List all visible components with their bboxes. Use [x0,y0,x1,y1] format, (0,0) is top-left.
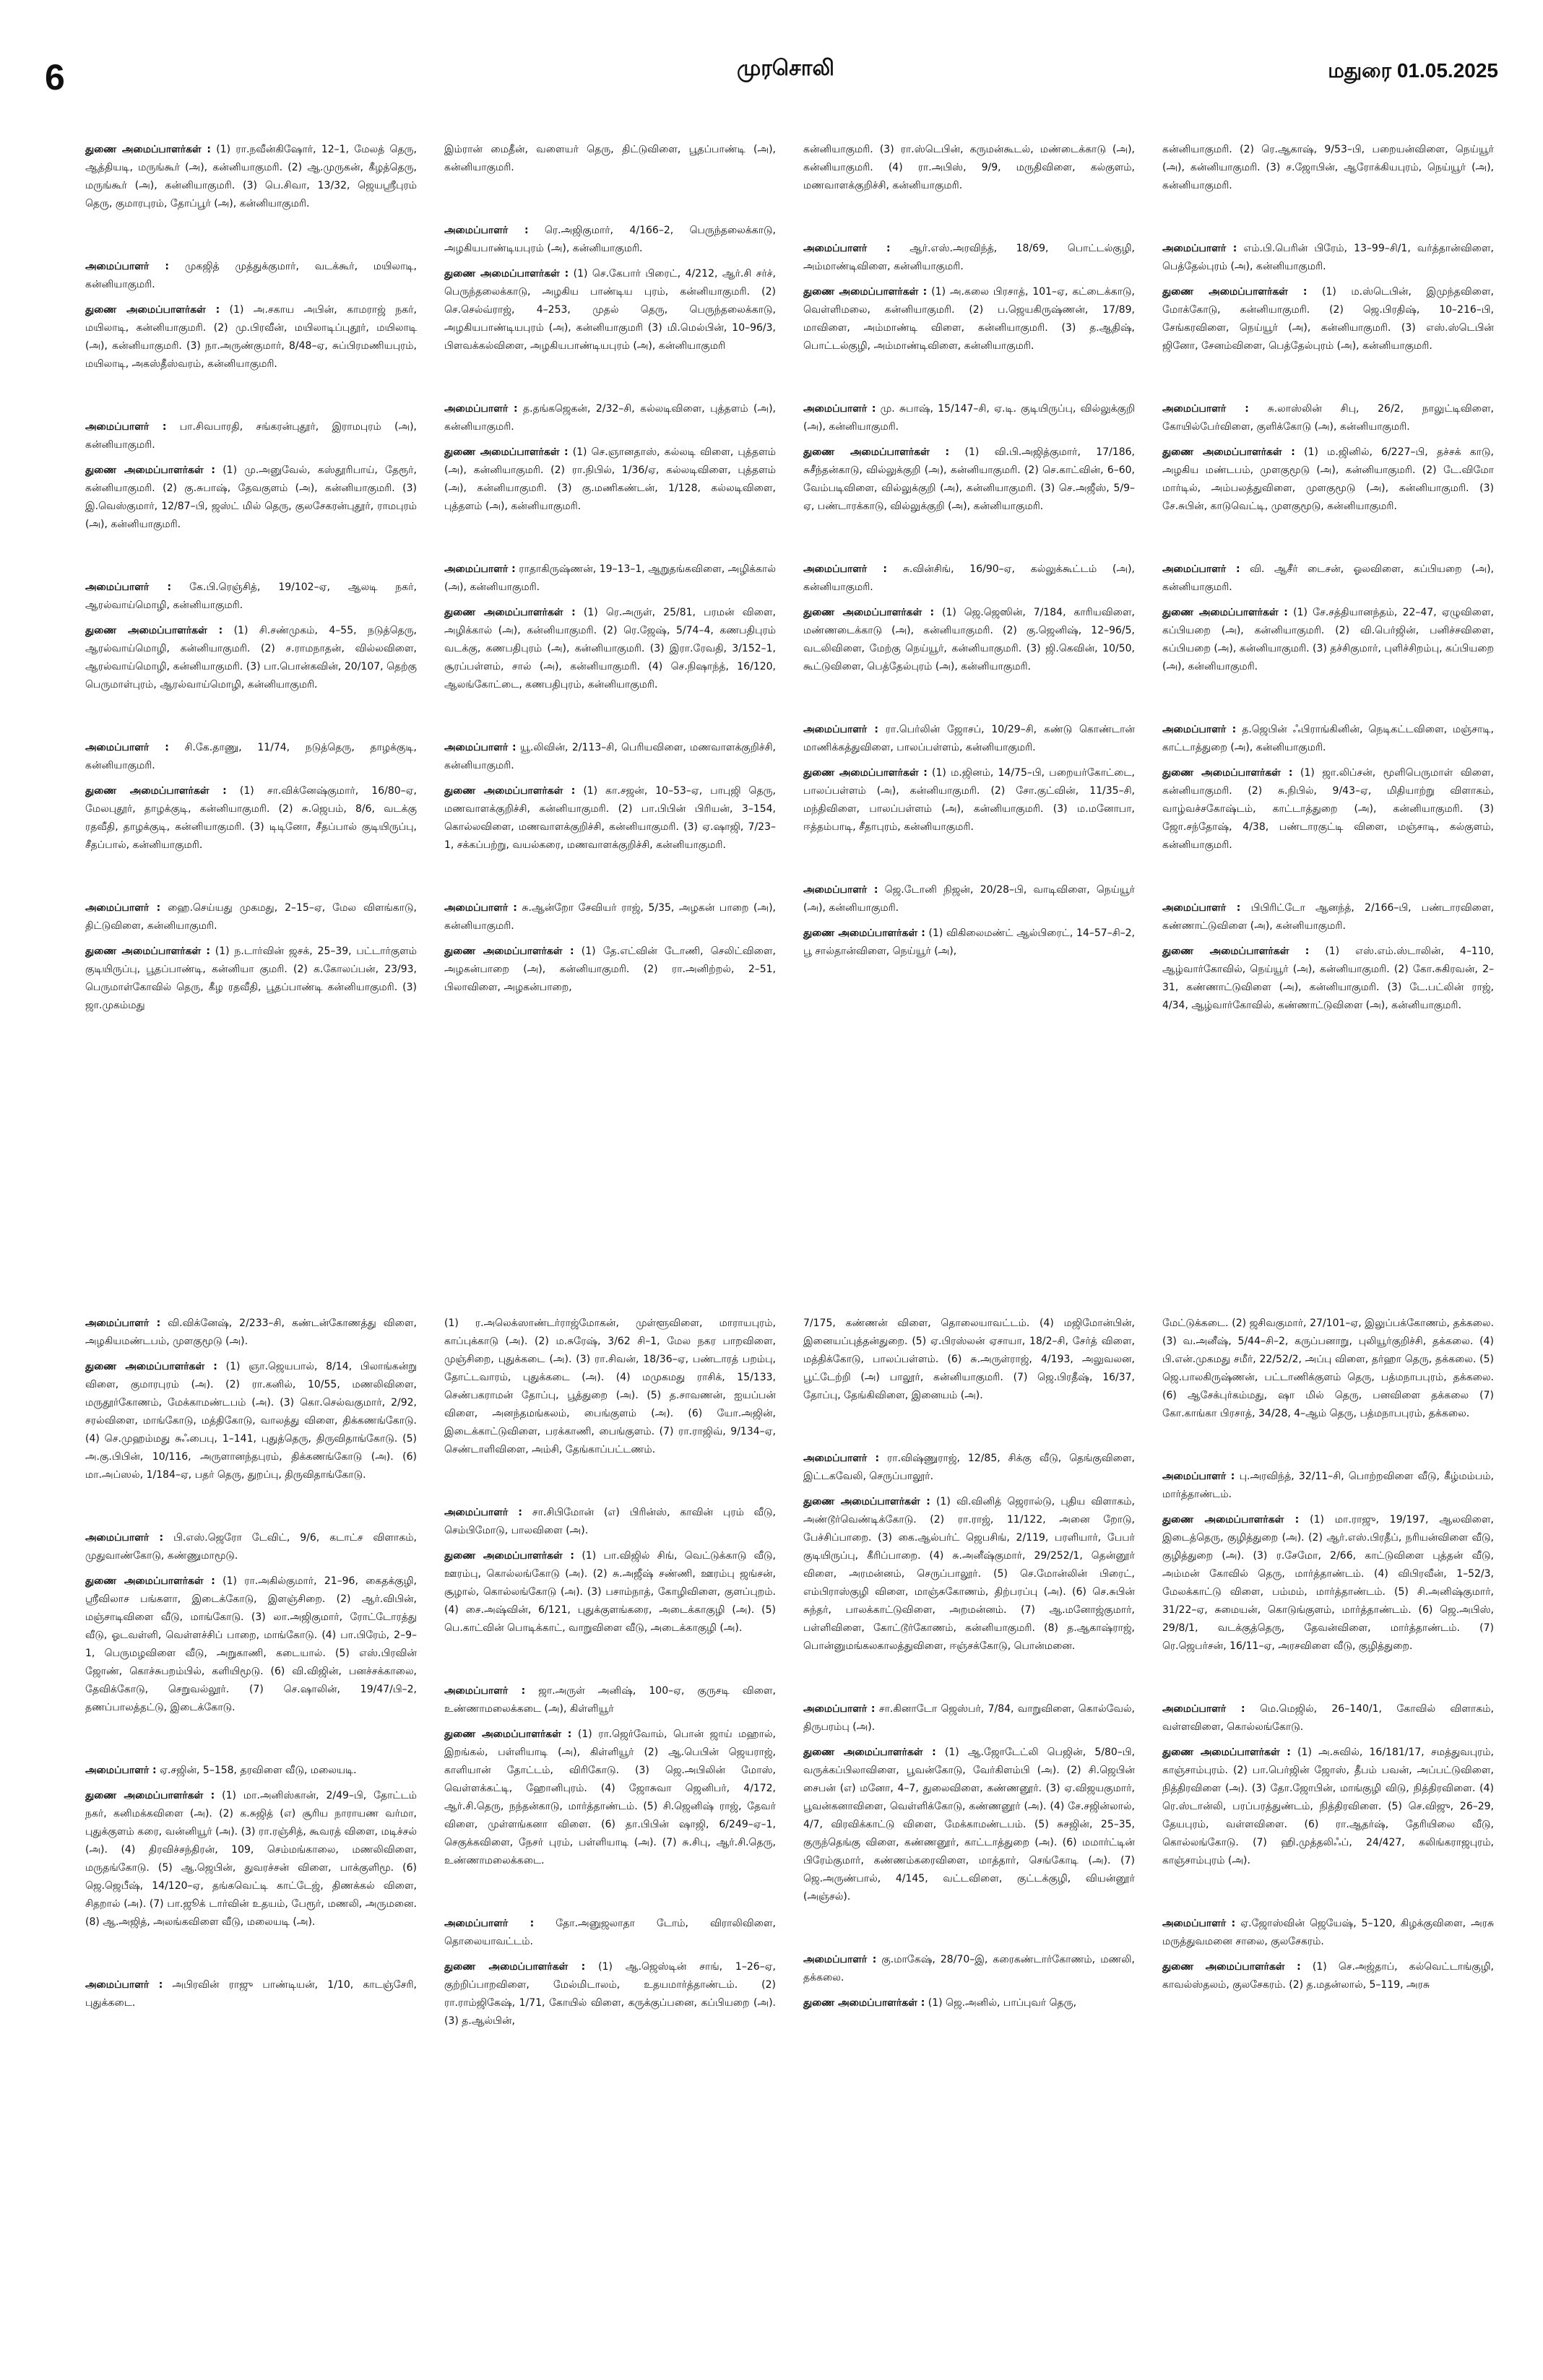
organizer-entry [803,1700,1135,1906]
deputies-label: துணை அமைப்பாளர்கள் : [444,1550,575,1562]
leader-text: சு.ஆன்றோ சேவியர் ராஜ், 5/35, அழகன் பாறை (அ), கன்னியாகுமரி. [444,902,776,932]
leader-label: அமைப்பாளர் : [85,1979,163,1991]
deputies-label: துணை அமைப்பாளர்கள் : [1162,945,1310,957]
deputies-text: (1) ரா.அகில்குமார், 21–96, கைதக்குழி, ஸ்ரீவிலாச பங்களா, இடைக்கோடு, இளஞ்சிறை. (2) ஆர்.விபின், மஞ்சாடிவிளை வீடு, மாங்கோடு. (3) லா.அஜிகுமார், ரோட்டோரத்து வீடு, ஓடவள்ளி, வெள்ளச்சிப் பாறை, மாங்கோடு. (4) பா.பிரேம், 2–9–1, பெருமழவிளை வீடு, அறுகாணி, கடையால். (5) எஸ்.பிரவின் ஜோண், கொச்சுபறம்பில், களியிமூடு. (6) வி.விஜின், பனச்சக்காலை, தேவிக்கோடு, செறுவல்லூர். (7) செ.ஷாலின், 19/47/பி–2, தணப்பாலத்தட்டு, இடைக்கோடு. [85,1575,417,1713]
leader-label: அமைப்பாளர் : [444,742,517,753]
deputies-text: (1) வி.பி.அஜித்குமார், 17/186, சுசீந்தன்காடு, வில்லுக்குறி (அ), கன்னியாகுமரி. (2) செ.காட்வின், 6–60, வேம்படிவிளை, வில்லுக்குறி (அ), கன்னியாகுமரி. (3) செ.அஜீஸ், 5/9–ஏ, பண்டாரக்காடு, வில்லுக்குறி (அ), கன்னியாகுமரி. [803,446,1135,512]
deputies-text: கன்னியாகுமரி. (3) ரா.ஸ்டெபின், கருமன்கூடல், மண்டைக்காடு (அ), கன்னியாகுமரி. (4) ரா.அபிஸ், 9/9, மருதிவிளை, கல்குளம், மணவாளக்குறிச்சி, கன்னியாகுமரி. [803,144,1135,191]
organizer-entry [803,400,1135,516]
deputies-text: (1) ஜா.லிப்சன், மூளிபெருமாள் விளை, கன்னியாகுமரி. (2) சு.நிபில், 9/43–ஏ, மிதியாற்று விளாகம், வாழ்வச்சகோஷ்டம், காட்டாத்துறை (அ), கன்னியாகுமரி. (3) ஜோ.சந்தோஷ், 4/38, பண்டாரகுட்டி விளை, மஞ்சாடி, கல்குளம், கன்னியாகுமரி. [1162,767,1494,851]
leader-line [803,240,1135,276]
leader-line [85,1529,417,1565]
top-listing-band [85,141,1494,1239]
deputies-text: (1) விகிலைமண்ட் ஆல்பிரைட், 14–57–சி–2, பூ சால்தான்விளை, நெய்யூர் (அ), [803,927,1135,957]
deputies-line [803,1315,1135,1405]
leader-text: ஜெ.டோனி நிஜன், 20/28–பி, வாடிவிளை, நெய்யூர் (அ), கன்னியாகுமரி. [803,884,1135,914]
organizer-entry [85,1315,417,1484]
leader-text: ரா.விஷ்ணுராஜ், 12/85, சிக்கு வீடு, தெங்குவிளை, இட்டகவேலி, செருப்பாலூர். [803,1453,1135,1482]
leader-line [85,258,417,294]
deputies-line [444,782,776,854]
organizer-entry [444,1504,776,1637]
leader-text: கு.மாகேஷ், 28/70–இ, கரைகண்டார்கோணம், மணலி, தக்கலை. [803,1954,1135,1983]
organizer-entry [444,400,776,516]
leader-text: கே.பி.ரெஞ்சித், 19/102–ஏ, ஆலடி நகர், ஆரல்வாய்மொழி, கன்னியாகுமரி. [85,581,417,611]
deputies-line [803,764,1135,836]
deputies-line [1162,1744,1494,1870]
leader-line [85,418,417,454]
leader-line [1162,1468,1494,1504]
deputies-label: துணை அமைப்பாளர்கள் : [444,1728,572,1740]
listing-column [803,141,1135,1239]
leader-line [444,1915,776,1951]
deputies-label: துணை அமைப்பாளர்கள் : [1162,1747,1291,1758]
deputies-label: துணை அமைப்பாளர்கள் : [85,1790,215,1801]
organizer-entry [444,1915,776,2030]
deputies-label: துணை அமைப்பாளர்கள் : [85,1575,215,1587]
deputies-text: கன்னியாகுமரி. (2) ரெ.ஆகாஷ், 9/53–பி, பறையன்விளை, நெய்யூர் (அ), கன்னியாகுமரி. (3) ச.ஜோபின், ஆரோக்கியபுரம், நெய்யூர் (அ), கன்னியாகுமரி. [1162,144,1494,191]
deputies-line [444,141,776,177]
organizer-entry [1162,1315,1494,1423]
deputies-line [1162,764,1494,854]
deputies-text: (1) செ.கேபார் பிரைட், 4/212, ஆர்.சி சர்ச், பெருந்தலைக்காடு, அழகிய பாண்டிய புரம், கன்னியாகுமரி. (2) செ.செல்வ்ராஜ், 4–253, முதல் தெரு, பெருந்தலைக்காடு, அழகியபாண்டியபுரம் (அ), கன்னியாகுமரி (3) மி.மெல்பின், 10–96/3, பிளவக்கல்விளை, அழகியபாண்டியபுரம் (அ), கன்னியாகுமரி [444,268,776,352]
leader-line [444,1682,776,1718]
deputies-line [85,462,417,534]
leader-label: அமைப்பாளர் : [444,1685,526,1697]
deputies-line [1162,283,1494,355]
deputies-text: (1) ஆ.ஜோடேட்லி பெஜின், 5/80–பி, வருக்கப்பிலாவிளை, பூவன்கோடு, வேர்கிளம்பி (அ). (2) சி.ஜெபின் சைபன் (எ) மனோ, 4–7, துலைவிளை, கண்ணனூர். (3) ஏ.விஜயகுமார், பூவன்கனாவிளை, வெள்ளிக்கோடு, கண்ணனூர் (அ). (4) சே.சஜின்லால், 4/7, விரவிக்காட்டு விளை, மேக்காமண்டபம். (5) சுசஜின், 25–35, குருந்தெங்கு விளை, கண்ணனூர், காட்டாத்துறை (அ). (6) மமார்ட்டின் பிரேம்குமார், கண்ணம்கரைவிளை, மாத்தார், செங்கோடி (அ). (7) ஜெ.அருண்பால், 4/145, வட்டவிளை, குட்டக்குழி, வியன்னூர் (அஞ்சல்). [803,1747,1135,1903]
leader-text: த.தங்கஜெகன், 2/32–சி, கல்லடிவிளை, புத்தளம் (அ), கன்னியாகுமரி. [444,403,776,433]
leader-line [1162,899,1494,935]
leader-text: சா.சிபிமோன் (எ) பிரின்ஸ், காவின் புரம் வீடு, செம்பிமோடு, பாலவிளை (அ). [444,1507,776,1536]
organizer-entry [85,739,417,854]
leader-line [803,400,1135,436]
leader-label: அமைப்பாளர் : [1162,1918,1236,1929]
organizer-entry [803,881,1135,961]
deputies-text: (1) சே.சத்தியானந்தம், 22–47, ஏழுவிளை, கப்பியறை (அ), கன்னியாகுமரி. (2) வி.பெர்ஜின், பனிச்சவிளை, கப்பியறை (அ), கன்னியாகுமரி. (3) தச்சிகுமார், புளிச்சிறம்பு, கப்பியறை (அ), கன்னியாகுமரி. [1162,607,1494,672]
leader-text: சு.வின்சிங், 16/90–ஏ, கல்லுக்கூட்டம் (அ), கன்னியாகுமரி. [803,563,1135,593]
leader-line [1162,721,1494,757]
leader-label: அமைப்பாளர் : [85,1317,161,1329]
deputies-line [444,1958,776,2030]
deputies-text: (1) அ.கலை பிரசாத், 101–ஏ, கட்டைக்காடு, வெள்ளிமலை, கன்னியாகுமரி. (2) ப.ஜெயகிருஷ்ணன், 17/89, மாவிளை, அம்மாண்டி விளை, கன்னியாகுமரி. (3) த.ஆதிஷ், பொட்டல்குழி, அம்மாண்டிவிளை, கன்னியாகுமரி. [803,286,1135,352]
deputies-line [85,782,417,854]
deputies-line [803,443,1135,516]
organizer-entry [803,240,1135,355]
leader-text: ரெ.அஜிகுமார், 4/166–2, பெருந்தலைக்காடு, அழகியபாண்டியபுரம் (அ), கன்னியாகுமரி. [444,225,776,254]
organizer-entry [85,141,417,213]
listing-column [1162,141,1494,1239]
deputies-line [803,604,1135,676]
leader-text: மெ.மெஜில், 26–140/1, கோவில் விளாகம், வள்ளவிளை, கொல்லங்கோடு. [1162,1703,1494,1733]
organizer-entry [444,1315,776,1459]
deputies-label: துணை அமைப்பாளர்கள் : [803,286,928,298]
organizer-entry [444,222,776,355]
leader-label: அமைப்பாளர் : [444,1918,535,1929]
organizer-entry [803,561,1135,676]
deputies-line [85,622,417,694]
leader-text: யூ.லிவின், 2/113–சி, பெரியவிளை, மணவாளக்குறிச்சி, கன்னியாகுமரி. [444,742,776,771]
deputies-line [803,283,1135,355]
deputies-text: (1) ரெ.அருள், 25/81, பரமன் விளை, அழிக்கால் (அ), கன்னியாகுமரி. (2) ரெ.ஜேஷ், 5/74–4, கணபதிபுரம் வடக்கு, கணபதிபுரம் (அ), கன்னியாகுமரி. (3) இரா.ரேவதி, 3/152–1, சூரப்பள்ளம், சால் (அ), கன்னியாகுமரி. (4) செ.நிஷாந்த், 16/120, ஆலங்கோட்டை, கணபதிபுரம், கன்னியாகுமரி. [444,607,776,691]
deputies-line [85,1358,417,1484]
leader-text: வி.விக்னேஷ், 2/233–சி, கண்டன்கோணத்து விளை, அழகியமண்டபம், முளகுமூடு (அ). [85,1317,417,1347]
leader-label: அமைப்பாளர் : [1162,563,1240,575]
deputies-label: துணை அமைப்பாளர்கள் : [444,268,569,280]
organizer-entry [1162,400,1494,516]
deputies-label: துணை அமைப்பாளர்கள் : [803,607,935,618]
deputies-line [1162,1958,1494,1994]
organizer-entry [1162,240,1494,355]
leader-line [85,579,417,615]
leader-label: அமைப்பாளர் : [85,261,169,272]
deputies-text: (1) மு.அனுவேல், கஸ்தூரிபாய், தேரூர், கன்னியாகுமரி. (2) கு.சுபாஷ், தேவகுளம் (அ), கன்னியாகுமரி. (3) இ.வெஸ்குமார், 12/87–பி, ஜஸ்ட் மில் தெரு, குலசேகரன்புதூர், ராமபுரம் (அ), கன்னியாகுமரி. [85,464,417,530]
deputies-text: (1) பா.விஜில் சிங், வெட்டுக்காடு வீடு, ஊரம்பு, கொல்லங்கோடு (அ). (2) சு.அஜீஷ் சண்ணி, ஊரம்பு ஜங்சன், சூழால், கொல்லங்கோடு (அ). (3) பசாம்நாத், கோழிவிளை, குளப்புறம். (4) சை.அஷ்வின், 6/121, புதுக்குளங்கரை, அடைக்காகுழி (அ). (5) பெ.காட்வின் பொடிக்காட், வாறுவிளை வீடு, அடைக்காகுழி (அ). [444,1550,776,1634]
leader-line [1162,1915,1494,1951]
leader-label: அமைப்பாளர் : [85,581,172,593]
leader-label: அமைப்பாளர் : [803,403,876,415]
deputies-text: (1) அ.சுவில், 16/181/17, சமத்துவபுரம், காஞ்சாம்புரம். (2) பா.பெர்ஜின் ஜோஸ், தீபம் பவன், அப்பட்டுவிளை, நித்திரவிளை (அ). (3) தோ.ஜோபின், மாங்குழி விடு, நித்திரவிளை. (4) ரெ.ஸ்டான்லி, பரப்பரத்துண்டம், நித்திரவிளை. (5) செ.விஜு, 26–29, தேயபுரம், வள்ளவிளை. (6) ரா.ஆதர்ஷ், தேரியிலை வீடு, கொல்லங்கோடு. (7) ஹி.முத்தலிஃப், 24/427, கலிங்கராஜபுரம், காஞ்சாம்புரம் (அ). [1162,1747,1494,1866]
deputies-text: (1) மா.ராஜு, 19/197, ஆலவிளை, இடைத்தெரு, குழித்துறை (அ). (2) ஆர்.எஸ்.பிரதீப், நரியன்விளை வீடு, குழித்துறை (அ). (3) ர.சேமோ, 2/66, காட்டுவிளை புத்தன் வீடு, அம்மன் கோவில் தெரு, மார்த்தாண்டம். (4) விபிரவீன், 1–52/3, மேலக்காட்டு விளை, பம்மம், மார்த்தாண்டம். (5) சி.அனிஷ்குமார், 31/22–ஏ, சுமையன், கொடுங்குளம், மார்த்தாண்டம். (6) ஜெ.அபிஸ், 29/8/1, வடக்குத்தெரு, தேவன்விளை, மார்த்தாண்டம். (7) ரெ.ஜெபர்சன், 16/11–ஏ, அரசவிளை வீடு, குழித்துறை. [1162,1514,1494,1652]
deputies-line [85,141,417,213]
organizer-entry [1162,141,1494,195]
leader-label: அமைப்பாளர் : [803,1703,876,1715]
organizer-entry [444,1682,776,1870]
page-number: 6 [45,57,65,98]
organizer-entry [1162,1468,1494,1656]
leader-line [85,1762,417,1780]
leader-text: தோ.அனுஜலாதா டோம், விராலிவிளை, தொலையாவட்டம். [444,1918,776,1947]
deputies-label: துணை அமைப்பாளர்கள் : [85,785,227,797]
deputies-text: (1) செ.ஞானதாஸ், கல்லடி விளை, புத்தளம் (அ), கன்னியாகுமரி. (2) ரா.நிபில், 1/36/ஏ, கல்லடிவிளை, புத்தளம் (அ), கன்னியாகுமரி. (3) கு.மணிகண்டன், 1/128, கல்லடிவிளை, புத்தளம் (அ), கன்னியாகுமரி. [444,446,776,512]
leader-line [1162,561,1494,597]
listing-column [85,141,417,1239]
leader-label: அமைப்பாளர் : [1162,1703,1245,1715]
leader-line [444,561,776,597]
listing-column [803,1315,1135,2355]
leader-text: ஜா.அருள் அனிஷ், 100–ஏ, குருசடி விளை, உண்ணாமலைக்கடை (அ), கிள்ளியூர் [444,1685,776,1715]
leader-text: சா.கினாடோ ஜெஸ்பர், 7/84, வாறுவிளை, கொல்வேல், திருபரம்பு (அ). [803,1703,1135,1733]
leader-label: அமைப்பாளர் : [444,563,516,575]
leader-label: அமைப்பாளர் : [85,742,169,753]
deputies-label: துணை அமைப்பாளர்கள் : [803,1747,936,1758]
leader-text: பா.சிவபாரதி, சங்கரன்புதூர், இராமபுரம் (அ), கன்னியாகுமரி. [85,421,417,451]
leader-line [444,899,776,935]
organizer-entry [444,561,776,694]
deputies-label: துணை அமைப்பாளர்கள் : [803,446,950,458]
deputies-line [803,141,1135,195]
deputies-text: (1) ம.ஜினில், 6/227–பி, தச்சக் காடு, அழகிய மண்டபம், முளகுமூடு (அ), கன்னியாகுமரி. (2) டே.விமோ மார்டில், அம்பலத்துவிளை, முளகுமூடு (அ), கன்னியாகுமரி. (3) சே.சுபின், காடுவெட்டி, முளகுமூடு, கன்னியாகுமரி. [1162,446,1494,512]
organizer-entry [1162,1915,1494,1994]
organizer-entry [803,141,1135,195]
leader-label: அமைப்பாளர் : [803,1453,880,1464]
organizer-entry [444,141,776,177]
leader-line [803,561,1135,597]
deputies-label: துணை அமைப்பாளர்கள் : [803,1997,925,2009]
leader-label: அமைப்பாளர் : [444,1507,522,1518]
listing-column [85,1315,417,2355]
leader-line [85,899,417,935]
leader-text: எம்.பி.பெரின் பிரேம், 13–99–சி/1, வர்த்தான்விளை, பெத்தேல்புரம் (அ), கன்னியாகுமரி. [1162,243,1494,272]
deputies-text: (1) ஆ.ஜெஸ்டின் சாங், 1–26–ஏ, குற்றிப்பாறவிளை, மேல்மிடாலம், உதயமார்த்தாண்டம். (2) ரா.ராம்ஜிகேஷ், 1/71, கோயில் விளை, கருக்குப்பனை, கப்பியறை (அ). (3) த.ஆல்பின், [444,1961,776,2027]
deputies-line [1162,1511,1494,1656]
leader-label: அமைப்பாளர் : [444,902,517,914]
deputies-line [1162,141,1494,195]
deputies-text: (1) சி.சண்முகம், 4–55, நடுத்தெரு, ஆரல்வாய்மொழி, கன்னியாகுமரி. (2) ச.ராமநாதன், வில்லவிளை, ஆரல்வாய்மொழி, கன்னியாகுமரி. (3) பா.பொன்கவின், 20/107, தெற்கு பெருமாள்புரம், ஆரல்வாய்மொழி, கன்னியாகுமரி. [85,625,417,691]
listing-column [444,1315,776,2355]
deputies-label: துணை அமைப்பாளர்கள் : [85,144,211,155]
leader-text: வி. ஆசீர் டைசன், ஓலவிளை, கப்பியறை (அ), கன்னியாகுமரி. [1162,563,1494,593]
deputies-text: (1) மா.அனிஸ்கான், 2/49–பி, தோட்டம் நகர், கனிமக்கவிளை (அ). (2) க.சுஜித் (எ) சூரிய நாராயண வர்மா, புதுக்குளம் கரை, வன்னியூர் (அ). (3) ரா.ரஞ்சித், கூவரத் விளை, மடிச்சல் (அ). (4) திரவிச்சந்திரன், 109, செம்மங்காலை, மணலிவிளை, மருதங்கோடு. (5) ஆ.ஜெபின், துவரச்சன் விளை, பாக்குளிமூ. (6) ஜெ.ஜெபீஷ், 14/120–ஏ, தங்கவெட்டி காட்டேஜ், திணக்கல் விளை, சிதறால் (அ). (7) பா.ஜூக் டார்வின் உதயம், பேரூர், மணலி, அருமனை. (8) ஆ.அஜித், அலங்கவிளை வீடு, மலையடி (அ). [85,1790,417,1928]
organizer-entry [1162,721,1494,854]
deputies-line [444,265,776,355]
deputies-label: துணை அமைப்பாளர்கள் : [1162,446,1295,458]
deputies-text: (1) வி.வினித் ஜெரால்டு, புதிய விளாகம், அண்டூர்வெண்டிக்கோடு. (2) ரா.ராஜ், 11/122, அனை றோடு, பேச்சிப்பாறை. (3) கை.ஆல்பர்ட் ஜெபசிங், 2/119, பரளியார், பேபர் குடியிருப்பு, கீரிப்பாறை. (4) சு.அனீஷ்குமார், 29/252/1, தென்னூர் விளை, அரமன்னம், செருப்பாலூர். (5) செ.மோன்லின் பிரைட், எம்பிராஸ்குழி விளை, மாஞ்சுகோணம், திற்பரப்பு (அ). (6) செ.சுபின் சுந்தர், பாலக்காட்டுவிளை, அறமன்னம். (7) ஆ.மனோஜ்குமார், பள்ளிவிளை, கோட்டூர்கோணம், கன்னியாகுமரி. (8) த.ஆகாஷ்ராஜ், பொன்னுமங்கலகாலத்துவிளை, ஈஞ்சக்கோடு, பொன்மனை. [803,1496,1135,1652]
deputies-label: துணை அமைப்பாளர்கள் : [1162,1961,1301,1973]
deputies-text: (1) சா.விக்னேஷ்குமார், 16/80–ஏ, மேலபுதூர், தாழக்குடி, கன்னியாகுமரி. (2) சு.ஜெபம், 8/6, வடக்கு ரதவீதி, தாழக்குடி, கன்னியாகுமரி. (3) டிடினோ, சீதப்பால் குடியிருப்பு, சீதப்பால், கன்னியாகுமரி. [85,785,417,851]
deputies-text: (1) ம.ஸ்டெபின், இமுந்தவிளை, மோக்கோடு, கன்னியாகுமரி. (2) ஜெ.பிரதிஷ், 10–216–பி, சேங்கரவிளை, நெய்யூர் (அ), கன்னியாகுமரி. (3) எஸ்.ஸ்டெபின் ஜினோ, சேனம்விளை, பெத்தேல்புரம் (அ), கன்னியாகுமரி. [1162,286,1494,352]
deputies-line [803,925,1135,961]
deputies-text: 7/175, கண்ணன் விளை, தொலையாவட்டம். (4) மஜிமோன்பின், இனையப்புத்தன்துறை. (5) ஏ.பிரஸ்லன் ஏசாயா, 18/2–சி, சேர்த் விளை, மத்திக்கோடு, பாலப்பள்ளம். (6) சு.அருள்ராஜ், 4/193, அலுவலன, பூட்டேற்றி (அ) பாலூர், கன்னியாகுமரி. (7) ஜெ.பிரதீஷ், 16/37, தோப்பு, தேங்கிவிளை, இனையம் (அ). [803,1317,1135,1401]
organizer-entry [85,1976,417,2012]
newspaper-name: முரசொலி [737,56,834,80]
leader-line [444,400,776,436]
leader-line [85,739,417,775]
deputies-line [85,301,417,373]
deputies-line [85,1787,417,1931]
deputies-line [1162,443,1494,516]
deputies-text: (1) ர.அலெக்ஸாண்டர்ராஜ்மோகன், முள்ளூவிளை, மாராயபுரம், காப்புக்காடு (அ). (2) ம.சுரேஷ், 3/62 சி–1, மேல நகர பாறவிளை, முஞ்சிறை, புதுக்கடை (அ). (3) ரா.சிவன், 18/36–ஏ, பண்டாரத் பறம்பு, தோட்டவாரம், புதுக்கடை (அ). (4) மமுகமது ராசிக், 15/133, செண்பகராமன் தோப்பு, பூத்துறை (அ). (5) த.சாவணன், ஐயப்பன் விளை, அனந்தமங்கலம், பைங்குளம் (அ). (6) யோ.அஜின், இடைக்காட்டுவிளை, பரக்காணி, பைங்குளம். (7) ரா.ராஜிவ், 9/134–ஏ, செண்டாளிவிளை, அம்சி, தேங்காப்பட்டணம். [444,1317,776,1455]
leader-line [803,1450,1135,1486]
deputies-label: துணை அமைப்பாளர்கள் : [444,446,569,458]
deputies-text: இம்ரான் மைதீன், வளையர் தெரு, திட்டுவிளை, பூதப்பாண்டி (அ), கன்னியாகுமரி. [444,144,776,173]
deputies-text: (1) கா.சஜன், 10–53–ஏ, பாபுஜி தெரு, மணவாளக்குறிச்சி, கன்னியாகுமரி. (2) பா.பிபின் பிரியன், 3–154, கொல்லவிளை, மணவாளக்குறிச்சி, கன்னியாகுமரி. (3) ஏ.ஷாஜி, 7/23–1, சக்கப்பற்று, வயல்கரை, மணவாளக்குறிச்சி, கன்னியாகுமரி. [444,785,776,851]
leader-line [1162,1700,1494,1736]
deputies-label: துணை அமைப்பாளர்கள் : [85,1361,217,1372]
deputies-line [803,1994,1135,2012]
deputies-line [444,604,776,694]
leader-text: சி.கே.தாணு, 11/74, நடுத்தெரு, தாழக்குடி, கன்னியாகுமரி. [85,742,417,771]
leader-line [1162,400,1494,436]
organizer-entry [803,1951,1135,2012]
deputies-label: துணை அமைப்பாளர்கள் : [803,1496,930,1507]
leader-label: அமைப்பாளர் : [1162,403,1249,415]
organizer-entry [85,1762,417,1931]
deputies-label: துணை அமைப்பாளர்கள் : [803,767,928,779]
deputies-label: துணை அமைப்பாளர்கள் : [444,607,576,618]
organizer-entry [85,1529,417,1717]
deputies-label: துணை அமைப்பாளர்கள் : [85,464,215,476]
leader-label: அமைப்பாளர் : [85,1532,164,1544]
leader-label: அமைப்பாளர் : [803,243,891,254]
deputies-text: (1) ம.ஜினம், 14/75–பி, பறையர்கோட்டை, பாலப்பள்ளம் (அ), கன்னியாகுமரி. (2) சோ.குட்வின், 11/35–சி, மந்திவிளை, பாலப்பள்ளம் (அ), கன்னியாகுமரி. (3) ம.மனோபா, ஈத்தம்பாடி, சீதாபுரம், கன்னியாகுமரி. [803,767,1135,833]
deputies-label: துணை அமைப்பாளர்கள் : [1162,607,1288,618]
deputies-text: (1) தே.எட்வின் டோணி, செலிட்விளை, அழகன்பாறை (அ), கன்னியாகுமரி. (2) ரா.அனிற்றல், 2–51, பிலாவிளை, அழகன்பாறை, [444,945,776,993]
organizer-entry [85,899,417,1015]
leader-text: பி.எஸ்.ஜெரோ டேவிட், 9/6, கடாட்ச விளாகம், முதுவாண்கோடு, கண்ணுமாமூடு. [85,1532,417,1562]
deputies-text: (1) ஜெ.அனில், பாப்புவர் தெரு, [928,1997,1077,2009]
deputies-line [1162,1315,1494,1423]
leader-text: மு. சுபாஷ், 15/147–சி, ஏ.டி. குடியிருப்பு, வில்லுக்குறி (அ), கன்னியாகுமரி. [803,403,1135,433]
leader-label: அமைப்பாளர் : [1162,902,1241,914]
leader-text: முகஜித் முத்துக்குமார், வடக்கூர், மயிலாடி, கன்னியாகுமரி. [85,261,417,290]
deputies-line [85,1572,417,1717]
leader-line [85,1976,417,2012]
organizer-entry [444,739,776,854]
deputies-line [444,1547,776,1637]
leader-text: த.ஜெபின் ஃபிராங்கினின், நெடிகட்டவிளை, மஞ்சாடி, காட்டாத்துறை (அ), கன்னியாகுமரி. [1162,724,1494,753]
deputies-line [803,1493,1135,1656]
leader-label: அமைப்பாளர் : [803,724,878,735]
leader-line [803,1951,1135,1987]
deputies-text: (1) ஜெ.ஜெஸின், 7/184, காரியவிளை, மண்ணடைக்காடு (அ), கன்னியாகுமரி. (2) கு.ஜெனிஷ், 12–96/5, வடலிவிளை, மேற்கு நெய்யூர், கன்னியாகுமரி. (3) ஜி.கெவின், 10/50, கூட்டுவிளை, பெத்தேல்புரம் (அ), கன்னியாகுமரி. [803,607,1135,672]
leader-text: ரா.பெர்லின் ஜோசப், 10/29–சி, கண்டு கொண்டான் மாணிக்கத்துவிளை, பாலப்பள்ளம், கன்னியாகுமரி. [803,724,1135,753]
leader-label: அமைப்பாளர் : [444,403,518,415]
deputies-label: துணை அமைப்பாளர்கள் : [444,785,576,797]
deputies-label: துணை அமைப்பாளர்கள் : [85,304,220,316]
leader-text: ஹை.செய்யது முகமது, 2–15–ஏ, மேல விளங்காடு, திட்டுவிளை, கன்னியாகுமரி. [85,902,417,932]
bottom-listing-band [85,1315,1494,2355]
leader-text: ராதாகிருஷ்ணன், 19–13–1, ஆறுதங்கவிளை, அழிக்கால் (அ), கன்னியாகுமரி. [444,563,776,593]
deputies-text: (1) ரா.நவீன்கிஷோர், 12–1, மேலத் தெரு, ஆத்தியடி, மருங்கூர் (அ), கன்னியாகுமரி. (2) ஆ.முருகன், கீழத்தெரு, மருங்கூர் (அ), கன்னியாகுமரி. (3) பெ.சிவா, 13/32, ஜெயஸ்ரீபுரம் தெரு, குமாரபுரம், தோப்பூர் (அ), கன்னியாகுமரி. [85,144,417,209]
organizer-entry [85,258,417,373]
deputies-text: (1) ரா.ஜெர்வோம், பொன் ஜாய் மஹால், இறங்கல், பள்ளியாடி (அ), கிள்ளியூர் (2) ஆ.பெபின் ஜெயராஜ், காளியான் தோட்டம், விரிகோடு. (3) ஜெ.அபிலின் மோஸ், வெள்ளக்கட்டி, ஹோனிபுரம். (4) ஜோசுவா ஜெனிபர், 4/172, ஆர்.சி.தெரு, நந்தன்காடு, மார்த்தாண்டம். (5) சி.ஜெனிஷ் ராஜ், தேவர் விளை, முள்ளங்கனா விளை. (6) தா.பிபின் ஷாஜி, 6/249–ஏ–1, செகுக்கவிளை, நேசர் புரம், பள்ளியாடி (அ). (7) சு.சிபு, ஆர்.சி.தெரு, உண்ணாமலைக்கடை. [444,1728,776,1866]
leader-text: ஆர்.எஸ்.அரவிந்த், 18/69, பொட்டல்குழி, அம்மாண்டிவிளை, கன்னியாகுமரி. [803,243,1135,272]
deputies-text: (1) எஸ்.எம்.ஸ்டாலின், 4–110, ஆழ்வார்கோவில், நெய்யூர் (அ), கன்னியாகுமரி. (2) கோ.சுகிரவன், 2–31, கண்ணாட்டுவிளை (அ), கன்னியாகுமரி. (3) டே.பட்லின் ராஜ், 4/34, ஆழ்வார்கோவில், கண்ணாட்டுவிளை (அ), கன்னியாகுமரி. [1162,945,1494,1011]
leader-text: சு.லாஸ்லின் சிபு, 26/2, நாலுட்டிவிளை, கோயில்பேர்விளை, குளிக்கோடு (அ), கன்னியாகுமரி. [1162,403,1494,433]
deputies-label: துணை அமைப்பாளர்கள் : [444,1961,586,1973]
deputies-line [444,1726,776,1870]
leader-text: பிபிரிட்டோ ஆனந்த், 2/166–பி, பண்டாரவிளை, கண்ணாட்டுவிளை (அ), கன்னியாகுமரி. [1162,902,1494,932]
edition-date: மதுரை 01.05.2025 [1328,59,1498,82]
leader-line [444,222,776,258]
deputies-line [444,443,776,516]
deputies-label: துணை அமைப்பாளர்கள் : [85,625,223,636]
masthead [0,0,1543,108]
organizer-entry [444,899,776,997]
leader-label: அமைப்பாளர் : [803,1954,877,1965]
leader-line [803,1700,1135,1736]
deputies-label: துணை அமைப்பாளர்கள் : [803,927,925,939]
deputies-text: (1) ஞா.ஜெயபால், 8/14, பிலாங்கன்று விளை, குமாரபுரம் (அ). (2) ரா.கனில், 10/55, மணலிவிளை, மருதூர்கோணம், மேக்காமண்டபம் (அ). (3) கொ.செல்வகுமார், 2/92, சரல்விளை, மாங்கோடு, மத்திகோடு, வாலத்து விளை, திக்கணங்கோடு. (4) செ.முஹம்மது சுஃபைபு, 1–141, புதுத்தெரு, திருவிதாங்கோடு. (5) அ.கு.பிபின், 10/116, அருளானந்தபுரம், திக்கணங்கோடு (அ). (6) மா.அப்ஸல், 1/184–ஏ, பதர் தெரு, துறப்பு, திருவிதாங்கோடு. [85,1361,417,1481]
deputies-label: துணை அமைப்பாளர்கள் : [1162,286,1308,298]
deputies-line [1162,604,1494,676]
organizer-entry [1162,1700,1494,1870]
leader-label: அமைப்பாளர் : [85,421,167,433]
leader-text: அபிரவின் ராஜு பாண்டியன், 1/10, காடஞ்சேரி, புதுக்கடை. [85,1979,417,2009]
deputies-text: (1) ந.டார்வின் ஜசக், 25–39, பட்டார்குளம் குடியிருப்பு, பூதப்பாண்டி, கன்னியா குமரி. (2) க.கோலப்பன், 23/93, பெருமாள்கோவில் தெரு, கீழ ரதவீதி, பூதப்பாண்டி கன்னியாகுமரி. (3) ஜா.முகம்மது [85,945,417,1011]
organizer-entry [85,579,417,694]
leader-label: அமைப்பாளர் : [1162,1471,1235,1482]
leader-text: ஏ.சஜின், 5–158, தரவிளை வீடு, மலையடி. [160,1765,357,1776]
leader-line [803,721,1135,757]
organizer-entry [803,1450,1135,1656]
organizer-entry [803,721,1135,836]
leader-label: அமைப்பாளர் : [1162,243,1237,254]
deputies-text: மேட்டுக்கடை. (2) ஜசிவகுமார், 27/101–ஏ, இலுப்பக்கோணம், தக்கலை. (3) வ.அனீஷ், 5/44–சி–2, கருப்பனாறு, புலியூர்குறிச்சி, தக்கலை. (4) பி.என்.முகமது சமீர், 22/52/2, அப்பு விளை, தர்ஹா தெரு, தக்கலை. (5) ஜெ.பாலகிருஷ்ணன், பட்டாணிக்குளம் தெரு, பத்மநாபபுரம், தக்கலை. (6) ஆசேக்புர்கம்மது, ஷா மில் தெரு, பனவிளை தக்கலை (7) கோ.காங்கா பிரசாத், 34/28, 4–ஆம் தெரு, பத்மநாபபுரம், தக்கலை. [1162,1317,1494,1419]
leader-line [803,881,1135,917]
leader-line [1162,240,1494,276]
deputies-label: துணை அமைப்பாளர்கள் : [1162,1514,1300,1526]
listing-column [1162,1315,1494,2355]
deputies-line [1162,943,1494,1015]
leader-line [444,739,776,775]
deputies-label: துணை அமைப்பாளர்கள் : [444,945,574,957]
organizer-entry [1162,561,1494,676]
leader-label: அமைப்பாளர் : [803,563,887,575]
leader-label: அமைப்பாளர் : [85,1765,157,1776]
listing-column [444,141,776,1239]
leader-line [85,1315,417,1351]
leader-label: அமைப்பாளர் : [803,884,878,896]
deputies-line [803,1744,1135,1906]
organizer-entry [85,418,417,534]
deputies-text: (1) அ.சகாய அபின், காமராஜ் நகர், மயிலாடி, கன்னியாகுமரி. (2) மு.பிரவீன், மயிலாடிப்புதூர், மயிலாடி (அ), கன்னியாகுமரி. (3) நா.அருண்குமார், 8/48–ஏ, சுப்பிரமணியபுரம், மயிலாடி, அகஸ்தீஸ்வரம், கன்னியாகுமரி. [85,304,417,370]
organizer-entry [1162,899,1494,1015]
leader-label: அமைப்பாளர் : [1162,724,1237,735]
leader-text: பு.அரவிந்த், 32/11–சி, பொற்றவிளை வீடு, கீழ்மம்பம், மார்த்தாண்டம். [1162,1471,1494,1500]
leader-label: அமைப்பாளர் : [444,225,529,236]
deputies-label: துணை அமைப்பாளர்கள் : [85,945,210,957]
leader-text: ஏ.ஜோஸ்வின் ஜெயேஷ், 5–120, கிழக்குவிளை, அரசு மருத்துவமனை சாலை, குலசேகரம். [1162,1918,1494,1947]
deputies-line [444,1315,776,1459]
deputies-text: (1) செ.அஜ்தாப், கல்வெட்டாங்குழி, காவல்ஸ்தலம், குலசேகரம். (2) த.மதன்லால், 5–119, அரசு [1162,1961,1494,1991]
leader-line [444,1504,776,1540]
organizer-entry [803,1315,1135,1405]
deputies-line [444,943,776,997]
deputies-line [85,943,417,1015]
leader-label: அமைப்பாளர் : [85,902,161,914]
deputies-label: துணை அமைப்பாளர்கள் : [1162,767,1293,779]
